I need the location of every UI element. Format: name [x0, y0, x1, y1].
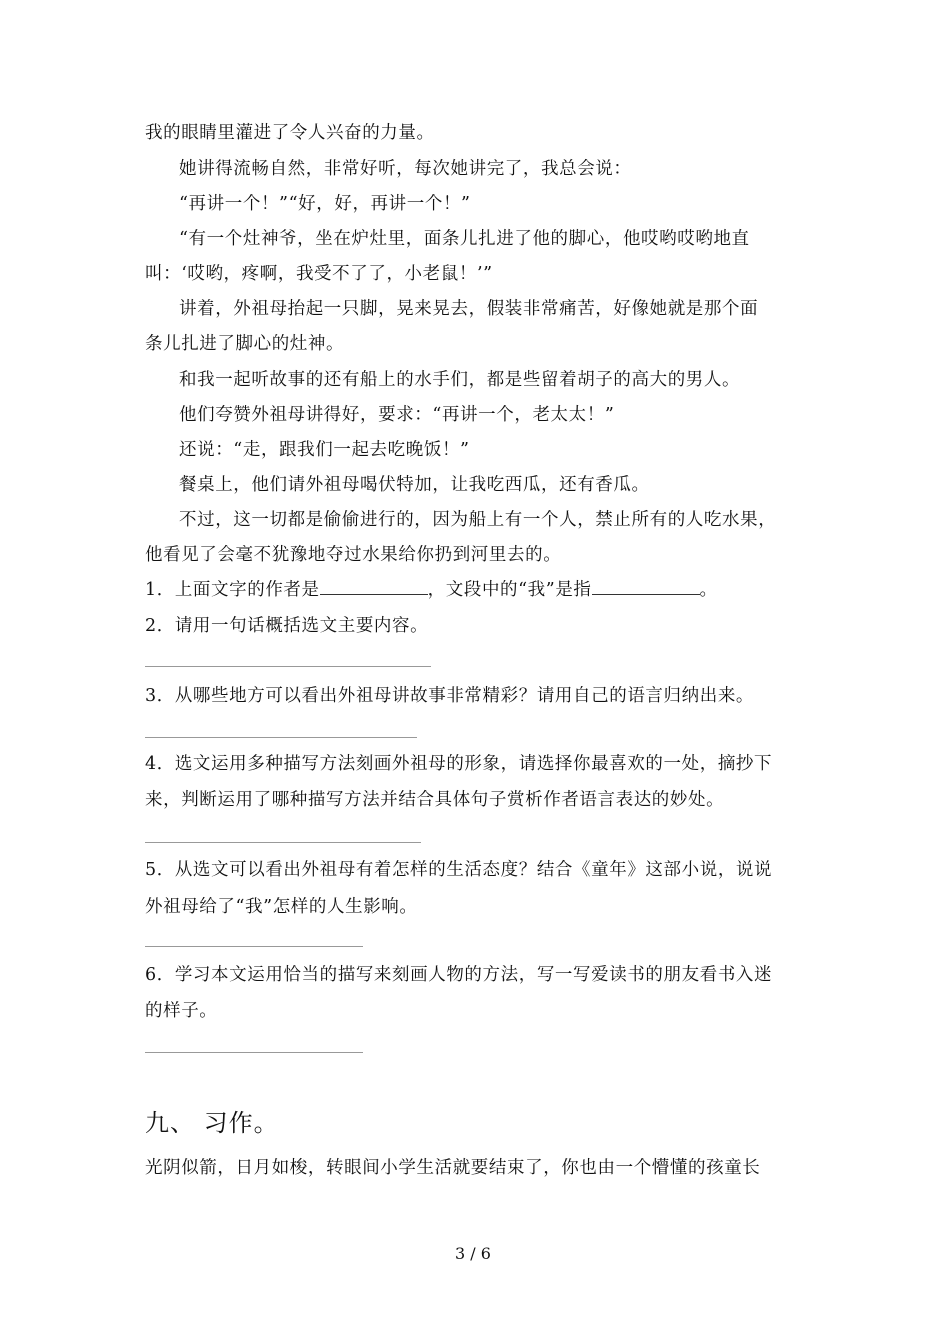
question-5-line-1: 5．从选文可以看出外祖母有着怎样的生活态度？结合《童年》这部小说，说说: [145, 860, 773, 880]
passage-line: 叫：‘哎哟，疼啊，我受不了了，小老鼠！’”: [145, 264, 493, 284]
answer-line-q6[interactable]: [145, 1052, 363, 1053]
question-5-line-2: 外祖母给了“我”怎样的人生影响。: [145, 897, 418, 917]
passage-line: 我的眼睛里灌进了令人兴奋的力量。: [145, 123, 435, 143]
passage-line: 他们夸赞外祖母讲得好，要求：“再讲一个，老太太！”: [179, 405, 615, 425]
answer-line-q3[interactable]: [145, 737, 417, 738]
question-1-text-a: 1．上面文字的作者是: [145, 580, 320, 600]
section-heading: 九、 习作。: [145, 1109, 279, 1137]
page-number: 3 / 6: [455, 1244, 491, 1263]
question-4-line-2: 来，判断运用了哪种描写方法并结合具体句子赏析作者语言表达的妙处。: [145, 790, 725, 810]
answer-blank-author[interactable]: [320, 578, 428, 595]
answer-line-q2[interactable]: [145, 666, 431, 667]
passage-line: 不过，这一切都是偷偷进行的，因为船上有一个人，禁止所有的人吃水果，: [179, 510, 777, 530]
passage-line: 她讲得流畅自然，非常好听，每次她讲完了，我总会说：: [179, 159, 632, 179]
question-1-text-b: ，文段中的“我”是指: [427, 580, 592, 600]
question-3: 3．从哪些地方可以看出外祖母讲故事非常精彩？请用自己的语言归纳出来。: [145, 686, 755, 706]
question-6-line-1: 6．学习本文运用恰当的描写来刻画人物的方法，写一写爱读书的朋友看书入迷: [145, 965, 773, 985]
passage-line: “有一个灶神爷，坐在炉灶里，面条儿扎进了他的脚心，他哎哟哎哟地直: [179, 229, 750, 249]
section-intro: 光阴似箭，日月如梭，转眼间小学生活就要结束了，你也由一个懵懂的孩童长: [145, 1158, 761, 1178]
passage-line: 和我一起听故事的还有船上的水手们，都是些留着胡子的高大的男人。: [179, 370, 741, 390]
question-1-text-c: 。: [699, 580, 718, 600]
question-2: 2．请用一句话概括选文主要内容。: [145, 616, 429, 636]
passage-line: 他看见了会毫不犹豫地夺过水果给你扔到河里去的。: [145, 545, 562, 565]
passage-line: “再讲一个！”“好，好，再讲一个！”: [179, 194, 471, 214]
answer-blank-narrator[interactable]: [592, 578, 700, 595]
passage-line: 还说：“走，跟我们一起去吃晚饭！”: [179, 440, 470, 460]
question-1: [145, 578, 718, 602]
answer-line-q4[interactable]: [145, 842, 421, 843]
passage-line: 讲着，外祖母抬起一只脚，晃来晃去，假装非常痛苦，好像她就是那个面: [179, 299, 759, 319]
passage-line: 条儿扎进了脚心的灶神。: [145, 334, 345, 354]
question-4-line-1: 4．选文运用多种描写方法刻画外祖母的形象，请选择你最喜欢的一处，摘抄下: [145, 754, 773, 774]
passage-line: 餐桌上，他们请外祖母喝伏特加，让我吃西瓜，还有香瓜。: [179, 475, 650, 495]
question-6-line-2: 的样子。: [145, 1001, 218, 1021]
answer-line-q5[interactable]: [145, 946, 363, 947]
